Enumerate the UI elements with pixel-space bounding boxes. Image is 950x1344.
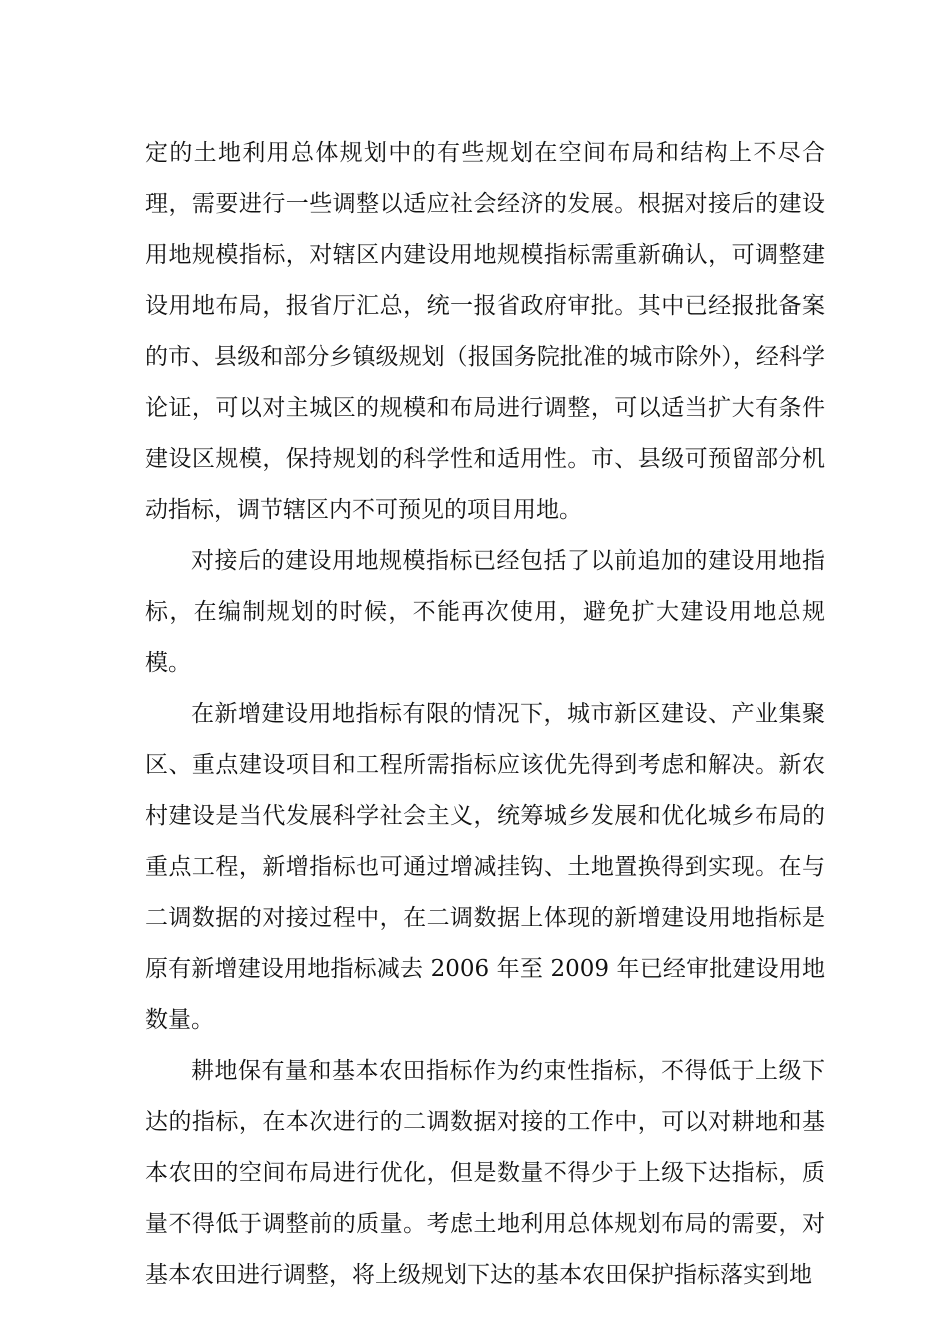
document-body [145,128,825,1301]
paragraph: 耕地保有量和基本农田指标作为约束性指标，不得低于上级下达的指标，在本次进行的二调数据对接的工作中，可以对耕地和基本农田的空间布局进行优化，但是数量不得少于上级下达指标，质量不得低于调整前的质量。考虑土地利用总体规划布局的需要，对基本农田进行调整，将上级规划下达的基本农田保护指标落实到地 [145,1058,825,1288]
paragraph: 对接后的建设用地规模指标已经包括了以前追加的建设用地指标，在编制规划的时候，不能再次使用，避免扩大建设用地总规模。 [145,548,825,676]
paragraph-continued: 定的土地利用总体规划中的有些规划在空间布局和结构上不尽合理，需要进行一些调整以适应社会经济的发展。根据对接后的建设用地规模指标，对辖区内建设用地规模指标需重新确认，可调整建设用地布局，报省厅汇总，统一报省政府审批。其中已经报批备案的市、县级和部分乡镇级规划（报国务院批准的城市除外），经科学论证，可以对主城区的规模和布局进行调整，可以适当扩大有条件建设区规模，保持规划的科学性和适用性。市、县级可预留部分机动指标，调节辖区内不可预见的项目用地。 [145,140,825,523]
paragraph: 在新增建设用地指标有限的情况下，城市新区建设、产业集聚区、重点建设项目和工程所需指标应该优先得到考虑和解决。新农村建设是当代发展科学社会主义，统筹城乡发展和优化城乡布局的重点工程，新增指标也可通过增减挂钩、土地置换得到实现。在与二调数据的对接过程中，在二调数据上体现的新增建设用地指标是原有新增建设用地指标减去 2006 年至 2009 年已经审批建设用地数量。 [145,701,825,1033]
